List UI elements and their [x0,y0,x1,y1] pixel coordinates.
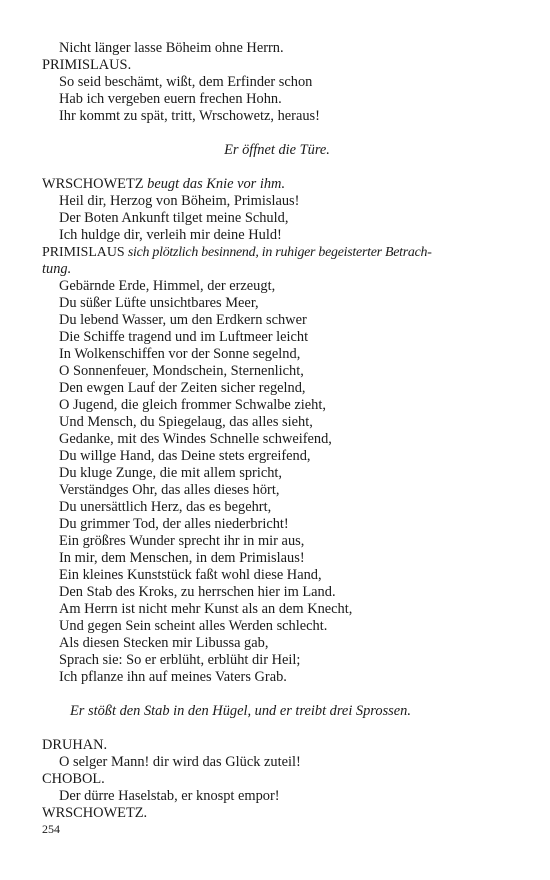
verse-line: O selger Mann! dir wird das Glück zuteil! [59,754,301,770]
verse-line: Den Stab des Kroks, zu herrschen hier im Land. [59,584,336,600]
speaker-name: WRSCHOWETZ. [42,805,148,821]
verse-line: O Sonnenfeuer, Mondschein, Sternenlicht, [59,363,304,379]
stage-direction: beugt das Knie vor ihm. [147,176,286,192]
spacer [42,686,512,703]
verse-line: Du willge Hand, das Deine stets ergreifend, [59,448,311,464]
verse-line: Den ewgen Lauf der Zeiten sicher regelnd, [59,380,306,396]
verse-line: Hab ich vergeben euern frechen Hohn. [59,91,282,107]
verse-line: Der dürre Haselstab, er knospt empor! [59,788,280,804]
verse-line: O Jugend, die gleich frommer Schwalbe zieht, [59,397,326,413]
verse-line: Die Schiffe tragend und im Luftmeer leicht [59,329,309,345]
stage-direction: tung. [42,261,72,277]
spacer [42,720,512,737]
verse-line: Am Herrn ist nicht mehr Kunst als an dem Knecht, [59,601,353,617]
speaker-line [42,244,512,261]
verse-line: So seid beschämt, wißt, dem Erfinder schon [59,74,313,90]
speaker-name: PRIMISLAUS [42,245,125,260]
speaker-name: WRSCHOWETZ [42,176,144,192]
verse-line: Verständges Ohr, das alles dieses hört, [59,482,280,498]
verse-line: Der Boten Ankunft tilget meine Schuld, [59,210,289,226]
spacer [42,125,512,142]
verse-line: Und gegen Sein scheint alles Werden schlecht. [59,618,328,634]
verse-line: Du unersättlich Herz, das es begehrt, [59,499,272,515]
stage-direction: sich plötzlich besinnend, in ruhiger begeisterter Betrach- [127,245,432,260]
verse-line: Nicht länger lasse Böheim ohne Herrn. [59,40,284,56]
verse-line: In mir, dem Menschen, in dem Primislaus! [59,550,305,566]
speaker-name: DRUHAN. [42,737,108,753]
stage-direction: Er stößt den Stab in den Hügel, und er treibt drei Sprossen. [70,703,411,719]
text-body [42,40,512,822]
stage-direction: Er öffnet die Türe. [224,142,330,158]
verse-line: Ich huldge dir, verleih mir deine Huld! [59,227,282,243]
verse-line: Du grimmer Tod, der alles niederbricht! [59,516,289,532]
verse-line: Ein kleines Kunststück faßt wohl diese Hand, [59,567,322,583]
verse-line: In Wolkenschiffen vor der Sonne segelnd, [59,346,301,362]
verse-line: Heil dir, Herzog von Böheim, Primislaus! [59,193,300,209]
verse-line: Gedanke, mit des Windes Schnelle schweifend, [59,431,332,447]
verse-line: Ich pflanze ihn auf meines Vaters Grab. [59,669,287,685]
verse-line: Du kluge Zunge, die mit allem spricht, [59,465,283,481]
spacer [42,159,512,176]
verse-line: Gebärnde Erde, Himmel, der erzeugt, [59,278,276,294]
verse-line: Ihr kommt zu spät, tritt, Wrschowetz, heraus! [59,108,320,124]
speaker-name: CHOBOL. [42,771,105,787]
verse-line: Als diesen Stecken mir Libussa gab, [59,635,269,651]
verse-line: Und Mensch, du Spiegelaug, das alles sieht, [59,414,313,430]
page-number: 254 [42,822,60,836]
speaker-name: PRIMISLAUS. [42,57,132,73]
verse-line: Du lebend Wasser, um den Erdkern schwer [59,312,307,328]
verse-line: Du süßer Lüfte unsichtbares Meer, [59,295,259,311]
verse-line: Sprach sie: So er erblüht, erblüht dir Heil; [59,652,301,668]
speaker-line [42,176,512,193]
verse-line: Ein größres Wunder sprecht ihr in mir aus, [59,533,305,549]
